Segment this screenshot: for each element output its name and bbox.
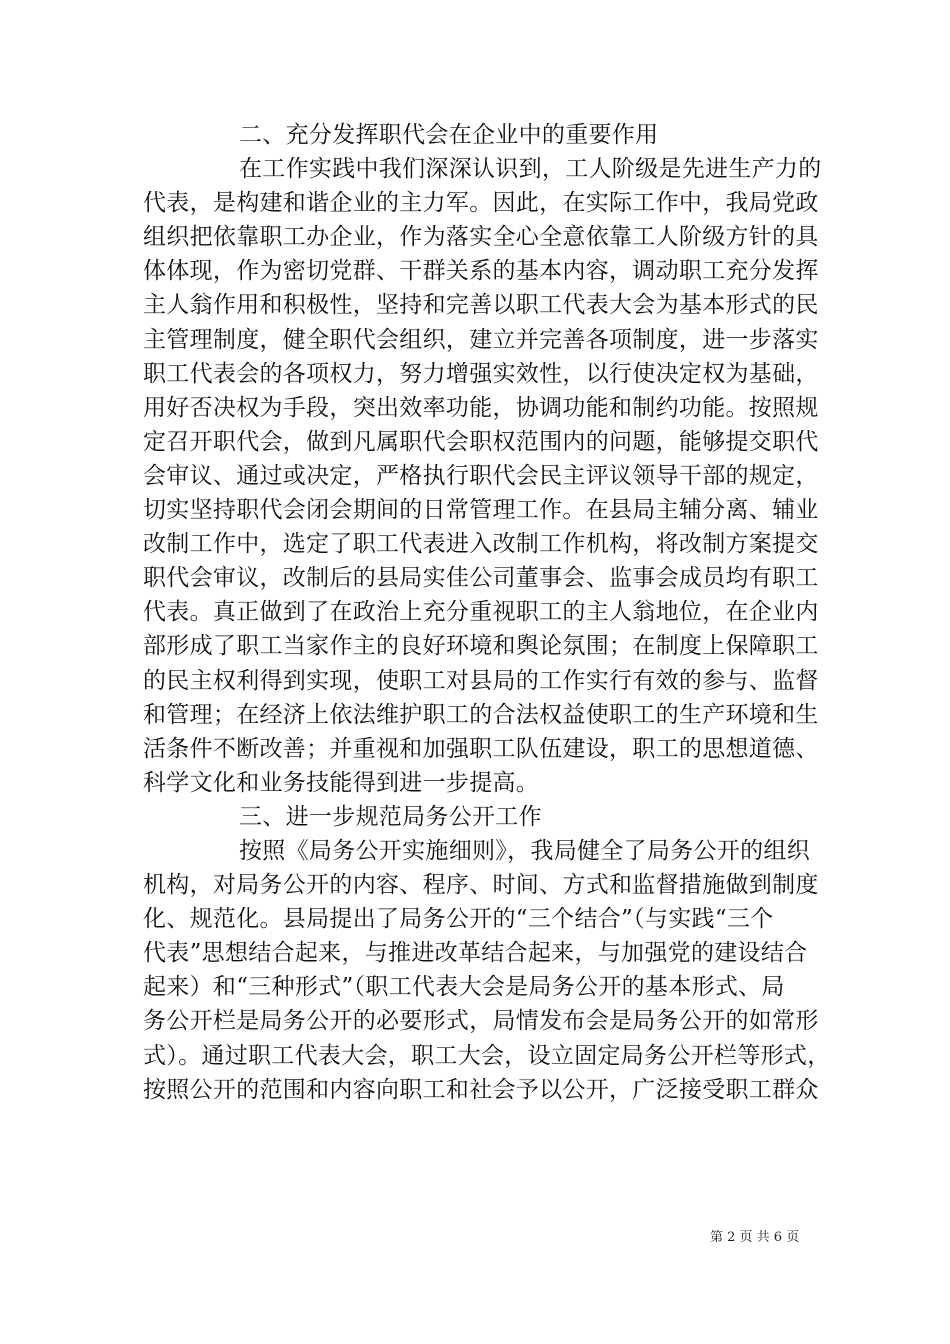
paragraph-line: 化、规范化。县局提出了局务公开的“三个结合”（与实践“三个: [143, 906, 774, 933]
paragraph-line: 按照《局务公开实施细则》，我局健全了局务公开的组织: [239, 837, 810, 864]
paragraph-line: 组织把依靠职工办企业，作为落实全心全意依靠工人阶级方针的具: [143, 224, 819, 251]
paragraph-line: 机构，对局务公开的内容、程序、时间、方式和监督措施做到制度: [143, 872, 819, 899]
paragraph-line: 用好否决权为手段，突出效率功能，协调功能和制约功能。按照规: [143, 394, 819, 421]
paragraph-line: 务公开栏是局务公开的必要形式，局情发布会是局务公开的如常形: [143, 1008, 819, 1035]
paragraph-line: 和管理；在经济上依法维护职工的合法权益使职工的生产环境和生: [143, 701, 819, 728]
page-number-footer: 第 2 页 共 6 页: [710, 1230, 800, 1245]
paragraph-line: 在工作实践中我们深深认识到，工人阶级是先进生产力的: [239, 156, 822, 183]
paragraph-line: 的民主权利得到实现，使职工对县局的工作实行有效的参与、监督: [143, 667, 819, 694]
document-body: [143, 118, 831, 1107]
paragraph-line: 代表，是构建和谐企业的主力军。因此，在实际工作中，我局党政: [143, 190, 819, 217]
paragraph-line: 切实坚持职代会闭会期间的日常管理工作。在县局主辅分离、辅业: [143, 497, 819, 524]
section-heading-3: 三、进一步规范局务公开工作: [239, 803, 542, 830]
paragraph-line: 定召开职代会，做到凡属职代会职权范围内的问题，能够提交职代: [143, 428, 819, 455]
paragraph-line: 体体现，作为密切党群、干群关系的基本内容，调动职工充分发挥: [143, 258, 819, 285]
paragraph-line: 起来）和“三种形式”（职工代表大会是局务公开的基本形式、局: [143, 974, 785, 1001]
paragraph-line: 职工代表会的各项权力，努力增强实效性，以行使决定权为基础，: [143, 360, 819, 387]
paragraph-line: 职代会审议，改制后的县局实佳公司董事会、监事会成员均有职工: [143, 565, 819, 592]
paragraph-line: 式）。通过职工代表大会，职工大会，设立固定局务公开栏等形式，: [143, 1042, 831, 1069]
paragraph-line: 代表。真正做到了在政治上充分重视职工的主人翁地位，在企业内: [143, 599, 819, 626]
paragraph-line: 改制工作中，选定了职工代表进入改制工作机构，将改制方案提交: [143, 531, 819, 558]
paragraph-line: 按照公开的范围和内容向职工和社会予以公开，广泛接受职工群众: [143, 1076, 819, 1103]
paragraph-line: 代表”思想结合起来，与推进改革结合起来，与加强党的建设结合: [143, 940, 808, 967]
paragraph-line: 主人翁作用和积极性，坚持和完善以职工代表大会为基本形式的民: [143, 292, 819, 319]
paragraph-line: 主管理制度，健全职代会组织，建立并完善各项制度，进一步落实: [143, 326, 819, 353]
paragraph-line: 科学文化和业务技能得到进一步提高。: [143, 769, 540, 796]
paragraph-line: 会审议、通过或决定，严格执行职代会民主评议领导干部的规定，: [143, 462, 819, 489]
paragraph-line: 活条件不断改善；并重视和加强职工队伍建设，职工的思想道德、: [143, 735, 819, 762]
section-heading-2: 二、充分发挥职代会在企业中的重要作用: [239, 122, 659, 148]
paragraph-line: 部形成了职工当家作主的良好环境和舆论氛围；在制度上保障职工: [143, 633, 819, 660]
